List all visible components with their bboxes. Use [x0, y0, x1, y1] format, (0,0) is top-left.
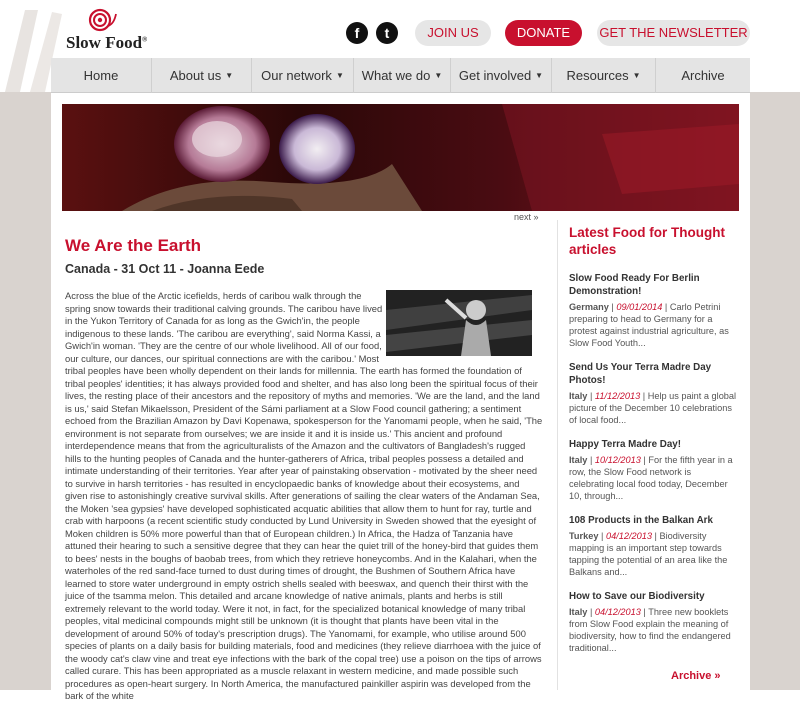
nav-item-about-us[interactable]: About us ▼ [152, 58, 252, 93]
brand-name: Slow Food® [66, 33, 148, 52]
archive-link[interactable]: Archive » [671, 670, 721, 682]
date-label: 04/12/2013 [594, 607, 641, 617]
sidebar-article-meta: Turkey | 04/12/2013 | Biodiversity mapping is an important step towards tapping the potential of an area like the Balkans and... [569, 531, 728, 577]
article-photo[interactable] [386, 290, 532, 356]
caret-down-icon: ▼ [335, 71, 344, 80]
summary-text: For the fifth year in a row, the Slow Food network is celebrating local food today, December 10, through... [569, 455, 733, 501]
caret-down-icon: ▼ [225, 71, 234, 80]
sidebar-article-meta: Italy | 10/12/2013 | For the fifth year in a row, the Slow Food network is celebrating local food today, December 10, through... [569, 455, 733, 501]
join-us-button[interactable]: JOIN US [415, 20, 491, 46]
nav-item-archive[interactable]: Archive [681, 68, 725, 83]
caret-down-icon: ▼ [632, 71, 641, 80]
summary-text: Help us paint a global picture of the December 10 celebrations of local food... [569, 391, 737, 425]
slider-next-link[interactable]: next » [514, 212, 539, 222]
facebook-icon[interactable]: f [346, 22, 368, 44]
sidebar-article-meta: Germany | 09/01/2014 | Carlo Petrini preparing to head to Germany for a protest against industrial agriculture, as Slow Food Youth... [569, 302, 729, 348]
hero-image[interactable] [62, 104, 739, 211]
article-title: We Are the Earth [65, 236, 202, 255]
sidebar-article[interactable] [569, 272, 737, 349]
main-navigation [51, 58, 750, 93]
date-label: 11/12/2013 [594, 391, 641, 401]
nav-item-what-we-do[interactable]: What we do ▼ [354, 58, 451, 93]
country-label: Italy [569, 455, 588, 465]
nav-item-get-involved[interactable]: Get involved ▼ [451, 58, 552, 93]
sidebar-article[interactable] [569, 361, 737, 426]
column-divider [557, 220, 558, 690]
sidebar-article-headline[interactable]: Slow Food Ready For Berlin Demonstration! [569, 273, 700, 297]
summary-text: Biodiversity mapping is an important step towards tapping the potential of an area like the Balkans and... [569, 531, 728, 577]
slow-food-logo[interactable] [66, 8, 156, 52]
snail-logo-icon [88, 8, 118, 32]
newsletter-button[interactable]: GET THE NEWSLETTER [597, 20, 750, 46]
caret-down-icon: ▼ [535, 71, 544, 80]
sidebar-article-headline[interactable]: 108 Products in the Balkan Ark [569, 515, 713, 526]
sidebar-title: Latest Food for Thought articles [569, 225, 725, 257]
sidebar-article-meta: Italy | 11/12/2013 | Help us paint a global picture of the December 10 celebrations of local food... [569, 391, 737, 425]
sidebar-article-headline[interactable]: Happy Terra Madre Day! [569, 439, 681, 450]
country-label: Turkey [569, 531, 599, 541]
country-label: Germany [569, 302, 609, 312]
sidebar-article-headline[interactable]: Send Us Your Terra Madre Day Photos! [569, 362, 712, 386]
sidebar-article[interactable] [569, 590, 737, 654]
summary-text: Carlo Petrini preparing to head to Germany for a protest against industrial agriculture, as Slow Food Youth... [569, 302, 729, 348]
date-label: 09/01/2014 [616, 302, 663, 312]
country-label: Italy [569, 607, 588, 617]
sidebar [569, 224, 737, 666]
sidebar-article[interactable] [569, 438, 737, 502]
sidebar-article-meta: Italy | 04/12/2013 | Three new booklets from Slow Food explain the meaning of biodiversity, how to find the endangered traditional... [569, 607, 731, 653]
nav-item-resources[interactable]: Resources ▼ [552, 58, 656, 93]
caret-down-icon: ▼ [434, 71, 443, 80]
summary-text: Three new booklets from Slow Food explain the meaning of biodiversity, how to find the endangered traditional... [569, 607, 731, 653]
article-byline: Canada - 31 Oct 11 - Joanna Eede [65, 262, 265, 276]
sidebar-article[interactable] [569, 514, 737, 578]
nav-item-home[interactable]: Home [51, 58, 152, 93]
donate-button[interactable]: DONATE [505, 20, 582, 46]
date-label: 10/12/2013 [594, 455, 641, 465]
nav-item-our-network[interactable]: Our network ▼ [252, 58, 354, 93]
twitter-icon[interactable]: t [376, 22, 398, 44]
sidebar-article-headline[interactable]: How to Save our Biodiversity [569, 591, 705, 602]
country-label: Italy [569, 391, 588, 401]
date-label: 04/12/2013 [605, 531, 652, 541]
article-body-text: Across the blue of the Arctic icefields, herds of caribou walk through the spring snow towards their traditional calving grounds. The caribou have lived in the Yukon Territory of Canada for as long as the Gwich'in, the people indigenous to these lands. 'The caribou are everything', said Norma Kassi, a Gwich'in woman. 'They are the centre of our whole livelihood. All of our food, our culture, our dances, our spiritual connections are with the caribou.' Most tribal peoples have been wholly dependent on their lands for millennia. The earth has formed the foundation of tribal peoples' identities; it has always provided food and shelter, and has also long been the spiritual focus of their lives, the resting place of their ancestors and the repository of myths and memories. 'We are the land, and the land is us,' said Stefan Mikaelsson, President of the Sámi parliament at a Slow Food council gathering; a sentiment echoed from the Brazilian Amazon by Davi Kopenawa, spokesperson for the Yanomami people, when he said, 'The environment is not separate from ourselves; we are inside it and it is inside us.' This ancient and profound interdependence means that from the agriculturalists of the Amazon and the cultivators of Bangladesh's rugged hills to the hunting peoples of Canada and the hunter-gatherers of Africa, tribal peoples possess a detailed and intimate understanding of their territories. Year after year of painstaking observation - motivated by the sheer need to survive in harsh territories - has resulted in encyclopaedic banks of knowledge about their ecosystems, and given rise to astonishingly creative survival skills. After generations of sailing the clear waters of the Andaman Sea, the Moken 'sea gypsies' have developed sophisticated acquatic abilities that allow them to hunt for ray, turtle and crab with harpoons (a recent scientific study conducted by Lund University in Sweden showed that the eyesight of Moken children is 50% more powerful than that of European children.) In Africa, the Hadza of Tanzania have attuned their hearing to such a sensitive degree that they can hear the quiet trill of the honey-bird that guides them to bees' nests in the boughs of baobab trees, from which they retrieve honeycombs. And in the Kalahari, when the waterholes of the red sand-face turned to dust during times of drought, the Bushmen of Southern Africa have learned to store water underground in empty ostrich shells sealed with beeswax, and quench their thirst with the juice of the tsamma melon. This detailed and arcane knowledge of native animals, plants and herbs is still extremely relevant to the world today. Were it not, in fact, for the specialized botanical knowledge of many tribal peoples, vital medicinal compounds might still be unknown (it is thought that plants have been vital in the development of around 50% of today's prescription drugs). The Yanomami, for example, who utilise around 500 species of plants on a daily basis for building materials, food and medicines (they relieve diarrhoea with the juice of the woody cat's claw vine and treat eye infections with the bark of the copal tree) use a poison on the tips of arrows called curare. This has been appropriated as a muscle relaxant in western medicine, and made possible such procedures as open-heart surgery. In North America, the manufactured painkiller aspirin was developed from the bark of the white [65, 290, 543, 701]
